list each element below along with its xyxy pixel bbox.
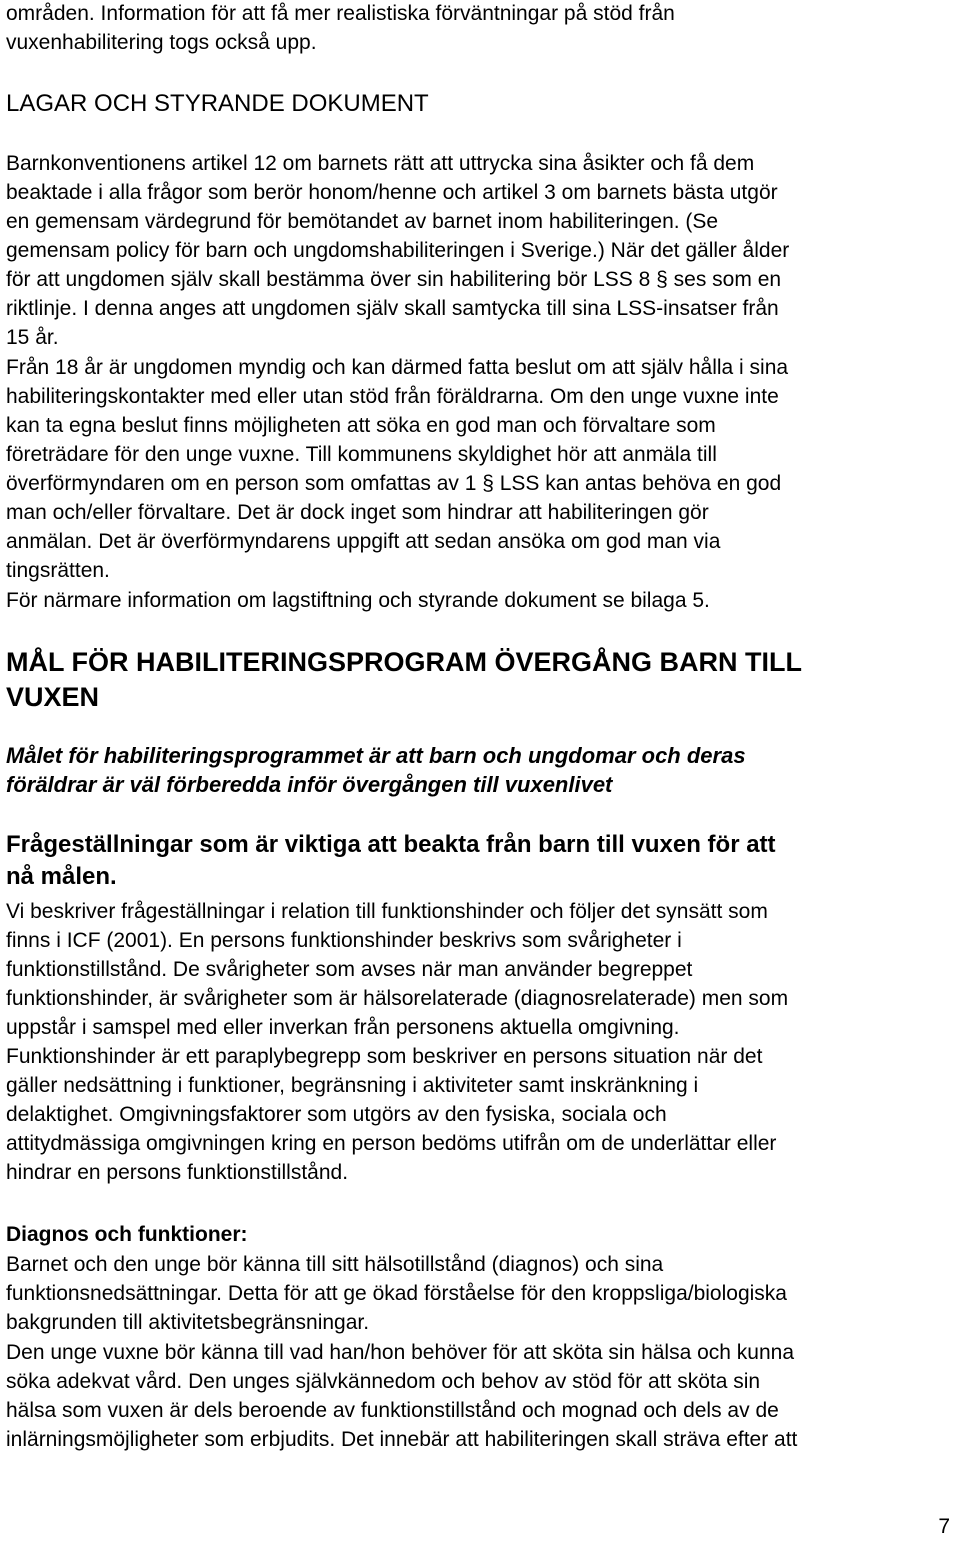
section-heading-diagnos: Diagnos och funktioner: [6,1223,248,1246]
lagar-paragraph-3 [6,586,954,615]
text-line: funktionshinder, är svårigheter som är hälsorelaterade (diagnosrelaterade) men som [6,987,789,1010]
text-line: Vi beskriver frågeställningar i relation till funktionshinder och följer det synsätt som [6,900,768,923]
text-line: kan ta egna beslut finns möjligheten att söka en god man och förvaltare som [6,414,716,437]
text-line: habiliteringskontakter med eller utan stöd från föräldrarna. Om den unge vuxne inte [6,385,779,408]
lagar-paragraph-1 [6,149,954,352]
fragestallningar-paragraph [6,897,954,1187]
text-line: Den unge vuxne bör känna till vad han/hon behöver för att sköta sin hälsa och kunna [6,1341,795,1364]
intro-paragraph [6,0,954,57]
text-line: Från 18 år är ungdomen myndig och kan därmed fatta beslut om att själv hålla i sina [6,356,789,379]
text-line: beaktade i alla frågor som berör honom/henne och artikel 3 om barnets bästa utgör [6,181,778,204]
text-line: hindrar en persons funktionstillstånd. [6,1161,349,1184]
text-line: funktionsnedsättningar. Detta för att ge ökad förståelse för den kroppsliga/biologiska [6,1282,787,1305]
lagar-paragraph-2 [6,353,954,585]
text-line: områden. Information för att få mer realistiska förväntningar på stöd från [6,2,675,25]
text-line: en gemensam värdegrund för bemötandet av barnet inom habiliteringen. (Se [6,210,719,233]
diagnos-paragraph-1 [6,1250,954,1337]
text-line: föräldrar är väl förberedda inför övergången till vuxenlivet [6,772,613,797]
text-line: 15 år. [6,326,59,349]
section-heading-lagar: LAGAR OCH STYRANDE DOKUMENT [6,90,429,117]
text-line: bakgrunden till aktivitetsbegränsningar. [6,1311,370,1334]
text-line: riktlinje. I denna anges att ungdomen själv skall samtycka till sina LSS-insatser från [6,297,779,320]
text-line: Målet för habiliteringsprogrammet är att barn och ungdomar och deras [6,743,746,768]
text-line: funktionstillstånd. De svårigheter som avses när man använder begreppet [6,958,693,981]
text-line: gemensam policy för barn och ungdomshabiliteringen i Sverige.) När det gäller ålder [6,239,790,262]
text-line: gäller nedsättning i funktioner, begränsning i aktiviteter samt inskränkning i [6,1074,699,1097]
heading-line: VUXEN [6,682,100,712]
text-line: Funktionshinder är ett paraplybegrepp som beskriver en persons situation när det [6,1045,763,1068]
text-line: företrädare för den unge vuxne. Till kommunens skyldighet hör att anmäla till [6,443,717,466]
heading-line: Frågeställningar som är viktiga att beakta från barn till vuxen för att [6,831,776,858]
section-heading-fragestallningar [6,829,776,893]
diagnos-paragraph-2 [6,1338,954,1454]
page-number: 7 [938,1515,950,1538]
text-line: inlärningsmöjligheter som erbjudits. Det innebär att habiliteringen skall sträva efter att [6,1428,798,1451]
text-line: För närmare information om lagstiftning och styrande dokument se bilaga 5. [6,589,710,612]
text-line: finns i ICF (2001). En persons funktionshinder beskrivs som svårigheter i [6,929,682,952]
text-line: för att ungdomen själv skall bestämma över sin habilitering bör LSS 8 § ses som en [6,268,782,291]
goal-statement [6,741,746,799]
heading-line: MÅL FÖR HABILITERINGSPROGRAM ÖVERGÅNG BARN TILL [6,647,802,677]
text-line: Barnkonventionens artikel 12 om barnets rätt att uttrycka sina åsikter och få dem [6,152,755,175]
section-heading-mal [6,645,802,715]
heading-line: nå målen. [6,863,117,890]
text-line: uppstår i samspel med eller inverkan från personens aktuella omgivning. [6,1016,680,1039]
text-line: Barnet och den unge bör känna till sitt hälsotillstånd (diagnos) och sina [6,1253,664,1276]
text-line: vuxenhabilitering togs också upp. [6,31,317,54]
text-line: söka adekvat vård. Den unges självkännedom och behov av stöd för att sköta sin [6,1370,761,1393]
text-line: överförmyndaren om en person som omfattas av 1 § LSS kan antas behöva en god [6,472,782,495]
text-line: man och/eller förvaltare. Det är dock inget som hindrar att habiliteringen gör [6,501,709,524]
text-line: tingsrätten. [6,559,110,582]
text-line: hälsa som vuxen är dels beroende av funktionstillstånd och mognad och dels av de [6,1399,779,1422]
text-line: delaktighet. Omgivningsfaktorer som utgörs av den fysiska, sociala och [6,1103,667,1126]
text-line: attitydmässiga omgivningen kring en person bedöms utifrån om de underlättar eller [6,1132,777,1155]
text-line: anmälan. Det är överförmyndarens uppgift att sedan ansöka om god man via [6,530,721,553]
